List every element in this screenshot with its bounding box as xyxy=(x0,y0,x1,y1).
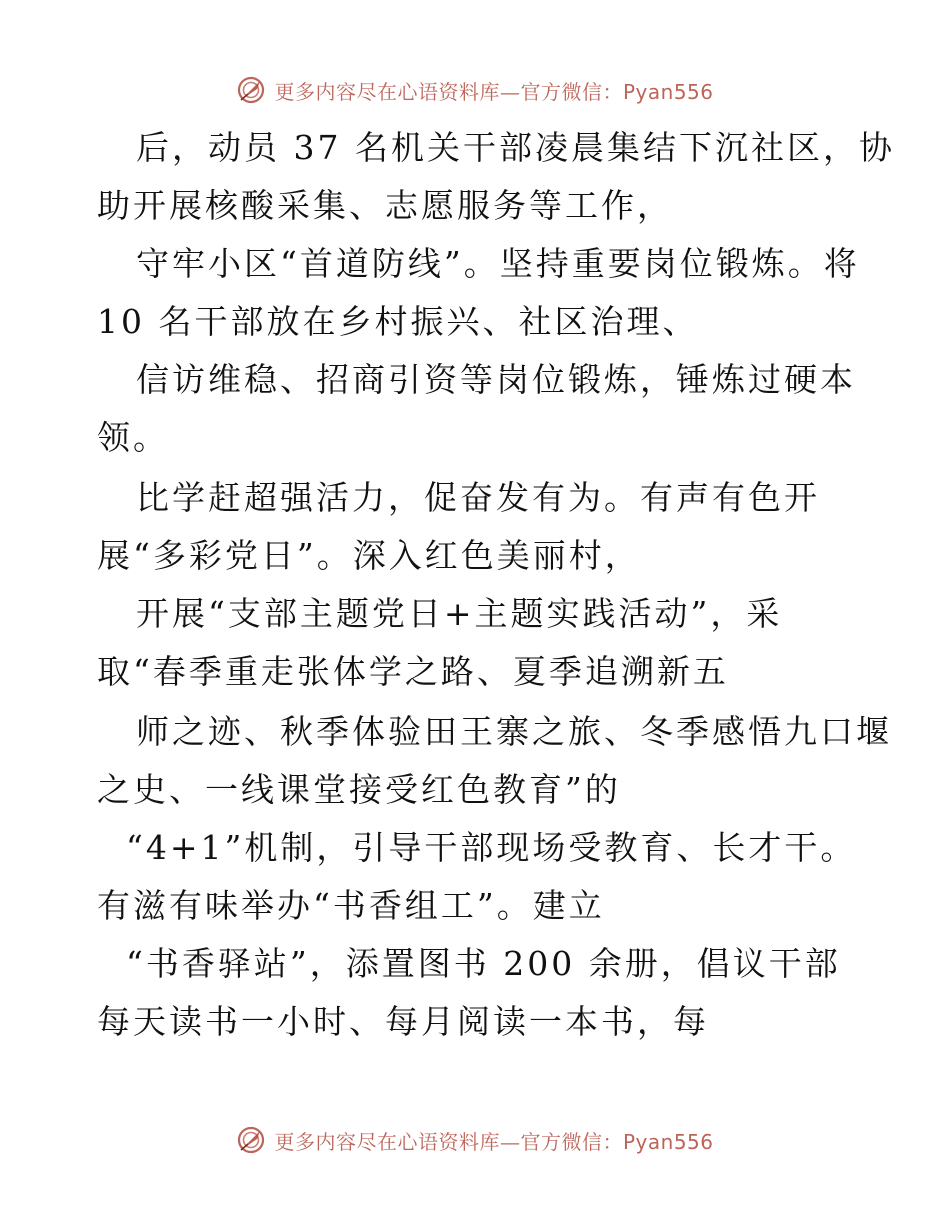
text-line: “4+1”机制，引导干部现场受教育、长才干。 xyxy=(126,828,857,867)
text-line: 每天读书一小时、每月阅读一本书，每 xyxy=(97,1002,709,1041)
text-line: 展“多彩党日”。深入红色美丽村， xyxy=(97,536,641,575)
text-line: 有滋有味举办“书香组工”。建立 xyxy=(97,886,605,925)
text-line: 守牢小区“首道防线”。坚持重要岗位锻炼。将 xyxy=(136,244,860,283)
watermark-wechat-id: Pyan556 xyxy=(622,1129,714,1154)
text-line: 师之迹、秋季体验田王寨之旅、冬季感悟九口堰 xyxy=(136,712,892,751)
text-line: 信访维稳、招商引资等岗位锻炼，锤炼过硬本 xyxy=(136,360,856,399)
footer-watermark xyxy=(0,1120,950,1160)
watermark-text: 更多内容尽在心语资料库—官方微信：Pyan556 xyxy=(274,1129,714,1154)
text-line: 开展“支部主题党日+主题实践活动”，采 xyxy=(136,594,783,633)
text-line: 领。 xyxy=(97,418,169,457)
text-line: 之史、一线课堂接受红色教育”的 xyxy=(97,770,621,809)
watermark-wechat-id: Pyan556 xyxy=(622,79,714,104)
quill-logo-icon xyxy=(236,1125,266,1155)
text-line: 10 名干部放在乡村振兴、社区治理、 xyxy=(97,302,699,341)
text-line: 助开展核酸采集、志愿服务等工作， xyxy=(97,186,673,225)
text-line: 取“春季重走张体学之路、夏季追溯新五 xyxy=(97,652,729,691)
watermark-text: 更多内容尽在心语资料库—官方微信：Pyan556 xyxy=(274,79,714,104)
text-line: “书香驿站”，添置图书 200 余册，倡议干部 xyxy=(126,944,841,983)
text-line: 比学赶超强活力，促奋发有为。有声有色开 xyxy=(136,478,820,517)
text-line: 后，动员 37 名机关干部凌晨集结下沉社区，协 xyxy=(136,128,895,167)
